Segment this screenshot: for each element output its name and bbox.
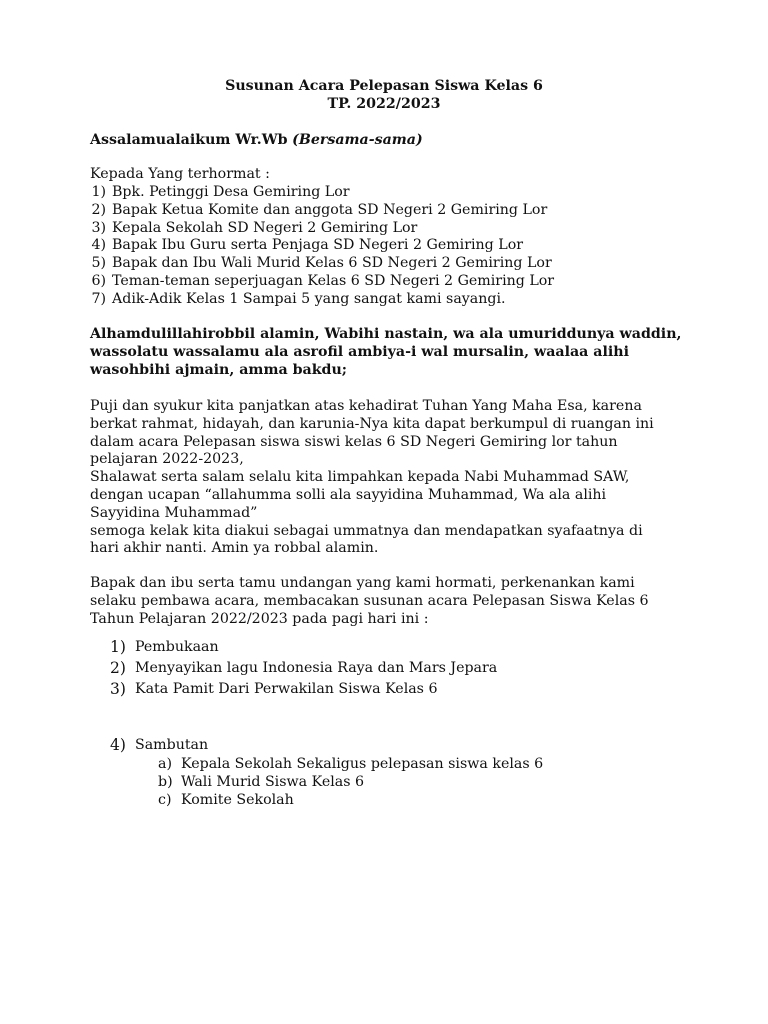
- list-item: 3) Kepala Sekolah SD Negeri 2 Gemiring Lor: [91, 219, 418, 236]
- list-item: 2) Bapak Ketua Komite dan anggota SD Negeri 2 Gemiring Lor: [91, 201, 548, 218]
- greeting: [90, 132, 690, 150]
- document-title: Susunan Acara Pelepasan Siswa Kelas 6: [225, 78, 543, 94]
- paragraph-line: Tahun Pelajaran 2022/2023 pada pagi hari ini :: [90, 610, 429, 627]
- intro-paragraph: [90, 575, 690, 628]
- greeting-note: (Bersama-sama): [292, 132, 423, 148]
- list-item: 5) Bapak dan Ibu Wali Murid Kelas 6 SD Negeri 2 Gemiring Lor: [91, 255, 552, 272]
- list-item: 1) Pembukaan: [110, 638, 219, 656]
- list-item: b) Wali Murid Siswa Kelas 6: [158, 773, 365, 790]
- list-item: a) Kepala Sekolah Sekaligus pelepasan siswa kelas 6: [158, 756, 544, 772]
- salutation: Kepada Yang terhormat :: [90, 166, 270, 182]
- gratitude-paragraph: [90, 398, 690, 558]
- list-item: 1) Bpk. Petinggi Desa Gemiring Lor: [91, 184, 350, 200]
- agenda-list: [90, 639, 690, 702]
- paragraph-line: dalam acara Pelepasan siswa siswi kelas 6 SD Negeri Gemiring lor tahun: [90, 433, 618, 450]
- list-item: 2) Menyayikan lagu Indonesia Raya dan Mars Jepara: [110, 659, 498, 678]
- prayer-line: Alhamdulillahirobbil alamin, Wabihi nastain, wa ala umuriddunya waddin,: [90, 326, 682, 342]
- paragraph-line: Bapak dan ibu serta tamu undangan yang kami hormati, perkenankan kami: [90, 575, 635, 591]
- list-item: 6) Teman-teman seperjuagan Kelas 6 SD Negeri 2 Gemiring Lor: [91, 272, 555, 289]
- paragraph-line: Sayyidina Muhammad”: [90, 504, 258, 521]
- greeting-text: Assalamualaikum Wr.Wb: [90, 132, 288, 148]
- paragraph-line: Shalawat serta salam selalu kita limpahkan kepada Nabi Muhammad SAW,: [90, 469, 630, 486]
- document-subtitle: TP. 2022/2023: [327, 96, 441, 112]
- paragraph-line: selaku pembawa acara, membacakan susunan acara Pelepasan Siswa Kelas 6: [90, 592, 649, 609]
- speech-list: [90, 756, 690, 809]
- prayer-line: wassolatu wassalamu ala asrofil ambiya-i wal mursalin, waalaa alihi: [90, 343, 629, 360]
- paragraph-line: berkat rahmat, hidayah, dan karunia-Nya kita dapat berkumpul di ruangan ini: [90, 415, 654, 432]
- paragraph-line: dengan ucapan “allahumma solli ala sayyidina Muhammad, Wa ala alihi: [90, 486, 607, 503]
- list-item: 4) Bapak Ibu Guru serta Penjaga SD Negeri 2 Gemiring Lor: [91, 237, 524, 254]
- list-item: c) Komite Sekolah: [158, 791, 294, 808]
- agenda-item-speeches: [90, 737, 690, 758]
- paragraph-line: semoga kelak kita diakui sebagai ummatnya dan mendapatkan syafaatnya di: [90, 522, 643, 539]
- paragraph-line: pelajaran 2022-2023,: [90, 451, 244, 468]
- opening-prayer: [90, 326, 690, 379]
- honoree-list: [90, 184, 690, 309]
- list-item: 3) Kata Pamit Dari Perwakilan Siswa Kelas 6: [110, 680, 438, 699]
- list-item: 7) Adik-Adik Kelas 1 Sampai 5 yang sangat kami sayangi.: [91, 290, 506, 307]
- list-item: 4) Sambutan: [110, 736, 209, 754]
- paragraph-line: hari akhir nanti. Amin ya robbal alamin.: [90, 540, 379, 557]
- paragraph-line: Puji dan syukur kita panjatkan atas kehadirat Tuhan Yang Maha Esa, karena: [90, 398, 642, 414]
- prayer-line: wasohbihi ajmain, amma bakdu;: [90, 361, 348, 378]
